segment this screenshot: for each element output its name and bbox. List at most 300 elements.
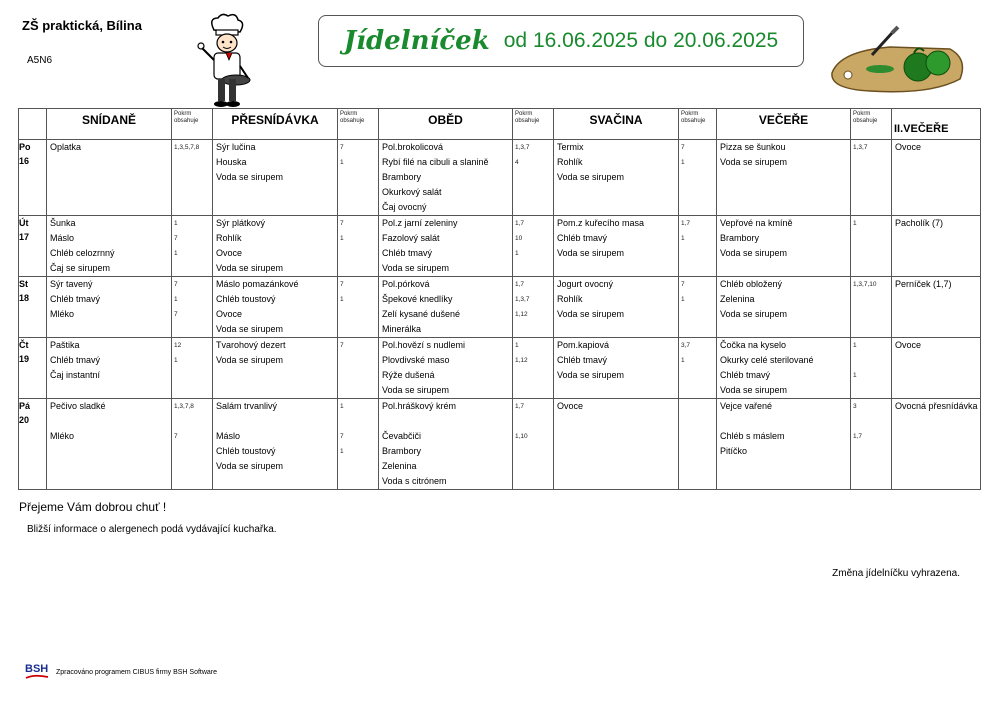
day-row bbox=[19, 399, 981, 490]
allergen-code bbox=[338, 353, 378, 368]
allergen-code bbox=[513, 170, 553, 185]
meal-item: Brambory bbox=[720, 233, 760, 243]
meal-item bbox=[213, 414, 337, 429]
day-label bbox=[19, 140, 47, 216]
meal-item bbox=[717, 170, 850, 185]
svacina-cell bbox=[554, 399, 679, 490]
allergen-code: 3,7 bbox=[681, 342, 691, 349]
meal-item: Rýže dušená bbox=[382, 370, 435, 380]
meal-item: Sýr plátkový bbox=[216, 218, 266, 228]
allergen-code: 1,3,7 bbox=[515, 144, 530, 151]
meal-item: Pečivo sladké bbox=[50, 401, 106, 411]
meal-item: Voda s citrónem bbox=[382, 476, 447, 486]
allergen-code: 7 bbox=[174, 311, 178, 318]
header-row bbox=[19, 109, 981, 140]
allergen-code: 7 bbox=[340, 281, 344, 288]
allergen-code bbox=[679, 307, 716, 322]
meal-item: Pol.brokolicová bbox=[382, 142, 444, 152]
meal-item: Pol.hráškový krém bbox=[382, 401, 457, 411]
allergen-header: Pokrm obsahuje bbox=[851, 109, 892, 140]
day-label bbox=[19, 399, 47, 490]
presnidavka-cell bbox=[213, 338, 338, 399]
presnidavka-allergens bbox=[338, 140, 379, 216]
allergen-code bbox=[513, 383, 553, 398]
allergen-code bbox=[679, 459, 716, 474]
obed-cell bbox=[379, 216, 513, 277]
day-header bbox=[19, 109, 47, 140]
allergen-code: 1,3,5,7,8 bbox=[174, 144, 200, 151]
allergen-code bbox=[338, 414, 378, 429]
meal-item: Voda se sirupem bbox=[720, 248, 788, 258]
presnidavka-cell bbox=[213, 140, 338, 216]
day-row bbox=[19, 140, 981, 216]
svacina-allergens bbox=[679, 140, 717, 216]
meal-item: Voda se sirupem bbox=[720, 309, 788, 319]
allergen-code: 7 bbox=[681, 144, 685, 151]
allergen-code bbox=[851, 307, 891, 322]
day-row bbox=[19, 338, 981, 399]
software-credit: Zpracováno programem CIBUS firmy BSH Software bbox=[56, 668, 218, 676]
obed-allergens bbox=[513, 338, 554, 399]
allergen-code bbox=[172, 185, 212, 200]
presnidavka-cell bbox=[213, 277, 338, 338]
meal-item: Pol.hovězí s nudlemi bbox=[382, 340, 466, 350]
svacina-cell bbox=[554, 338, 679, 399]
chef-icon bbox=[196, 12, 256, 110]
allergen-code bbox=[338, 383, 378, 398]
meal-item: Pacholík (7) bbox=[895, 218, 944, 228]
allergen-code bbox=[338, 322, 378, 337]
svacina-allergens bbox=[679, 399, 717, 490]
meal-item bbox=[47, 322, 171, 337]
vecere-cell bbox=[717, 277, 851, 338]
allergen-code bbox=[851, 246, 891, 261]
col-ii-vecere: II.VEČEŘE bbox=[892, 109, 981, 140]
svacina-cell bbox=[554, 216, 679, 277]
vecere-allergens bbox=[851, 277, 892, 338]
presnidavka-allergens bbox=[338, 399, 379, 490]
day-abbr: Pá bbox=[19, 401, 31, 411]
allergen-code bbox=[513, 459, 553, 474]
svacina-cell bbox=[554, 277, 679, 338]
allergen-code bbox=[172, 155, 212, 170]
presnidavka-cell bbox=[213, 216, 338, 277]
allergen-code: 1 bbox=[681, 159, 685, 166]
allergen-code: 7 bbox=[340, 220, 344, 227]
allergen-code bbox=[172, 459, 212, 474]
meal-item: Mléko bbox=[50, 309, 75, 319]
allergen-code bbox=[679, 322, 716, 337]
snidane-cell bbox=[47, 140, 172, 216]
meal-item: Čočka na kyselo bbox=[720, 340, 787, 350]
day-row bbox=[19, 216, 981, 277]
day-label bbox=[19, 338, 47, 399]
meal-item: Chléb tmavý bbox=[50, 355, 101, 365]
meal-item: Voda se sirupem bbox=[216, 324, 284, 334]
allergen-header: Pokrm obsahuje bbox=[679, 109, 717, 140]
allergen-code: 1 bbox=[681, 235, 685, 242]
vecere-cell bbox=[717, 338, 851, 399]
allergen-code: 1 bbox=[853, 372, 857, 379]
allergen-code: 3 bbox=[853, 403, 857, 410]
meal-item: Ovoce bbox=[216, 248, 243, 258]
meal-item: Voda se sirupem bbox=[720, 157, 788, 167]
allergen-code: 1,7 bbox=[681, 220, 691, 227]
vecere-cell bbox=[717, 140, 851, 216]
allergen-code bbox=[338, 170, 378, 185]
allergen-code: 1 bbox=[340, 159, 344, 166]
svacina-cell bbox=[554, 140, 679, 216]
allergen-code bbox=[338, 261, 378, 276]
col-vecere: VEČEŘE bbox=[717, 109, 851, 140]
meal-item: Ovoce bbox=[895, 340, 922, 350]
col-obed: OBĚD bbox=[379, 109, 513, 140]
meal-item: Zelenina bbox=[720, 294, 755, 304]
day-label bbox=[19, 277, 47, 338]
snidane-allergens bbox=[172, 140, 213, 216]
allergen-code bbox=[851, 292, 891, 307]
allergen-header: Pokrm obsahuje bbox=[172, 109, 213, 140]
meal-item bbox=[554, 200, 678, 215]
meal-item: Pizza se šunkou bbox=[720, 142, 786, 152]
snidane-cell bbox=[47, 399, 172, 490]
allergen-code: 7 bbox=[681, 281, 685, 288]
svacina-allergens bbox=[679, 277, 717, 338]
allergen-code bbox=[679, 246, 716, 261]
meal-item: Voda se sirupem bbox=[216, 263, 284, 273]
allergen-code: 1 bbox=[174, 250, 178, 257]
snidane-cell bbox=[47, 216, 172, 277]
allergen-code bbox=[679, 200, 716, 215]
meal-item: Chléb tmavý bbox=[557, 233, 608, 243]
meal-item: Termix bbox=[557, 142, 584, 152]
allergen-code: 4 bbox=[515, 159, 519, 166]
meal-item: Čaj se sirupem bbox=[50, 263, 111, 273]
obed-cell bbox=[379, 338, 513, 399]
day-label bbox=[19, 216, 47, 277]
allergen-code bbox=[513, 368, 553, 383]
obed-cell bbox=[379, 399, 513, 490]
meal-item bbox=[554, 185, 678, 200]
meal-item: Okurkový salát bbox=[382, 187, 442, 197]
meal-item: Paštika bbox=[50, 340, 80, 350]
meal-item: Brambory bbox=[382, 446, 422, 456]
allergen-code: 1,3,7 bbox=[853, 144, 868, 151]
meal-item: Pom.kapiová bbox=[557, 340, 610, 350]
presnidavka-allergens bbox=[338, 277, 379, 338]
meal-item: Vepřové na kmíně bbox=[720, 218, 793, 228]
col-presnidavka: PŘESNÍDÁVKA bbox=[213, 109, 338, 140]
meal-item: Rybí filé na cibuli a slanině bbox=[382, 157, 489, 167]
allergen-code bbox=[513, 474, 553, 489]
allergen-code bbox=[513, 444, 553, 459]
meal-item: Chléb obložený bbox=[720, 279, 783, 289]
allergen-code bbox=[513, 322, 553, 337]
meal-item: Sýr lučina bbox=[216, 142, 256, 152]
meal-item: Rohlík bbox=[216, 233, 242, 243]
allergen-code: 1,3,7,10 bbox=[853, 281, 877, 288]
allergen-code: 1,12 bbox=[515, 311, 528, 318]
menu-code: A5N6 bbox=[27, 55, 53, 66]
cutting-board-icon bbox=[820, 25, 970, 97]
meal-item bbox=[554, 459, 678, 474]
day-number: 20 bbox=[19, 415, 30, 425]
meal-item: Voda se sirupem bbox=[557, 172, 625, 182]
snidane-cell bbox=[47, 277, 172, 338]
footer-software bbox=[24, 660, 217, 684]
allergen-code bbox=[851, 322, 891, 337]
allergen-code: 1 bbox=[340, 403, 344, 410]
ii-vecere-cell bbox=[892, 399, 981, 490]
meal-item: Čaj instantní bbox=[50, 370, 101, 380]
meal-item bbox=[213, 185, 337, 200]
allergen-code: 1,7 bbox=[853, 433, 863, 440]
meal-item: Voda se sirupem bbox=[216, 172, 284, 182]
allergen-code: 1,7 bbox=[515, 281, 525, 288]
meal-item: Salám trvanlivý bbox=[216, 401, 278, 411]
meal-item: Brambory bbox=[382, 172, 422, 182]
meal-item: Jogurt ovocný bbox=[557, 279, 614, 289]
meal-item: Šunka bbox=[50, 218, 76, 228]
allergen-code bbox=[679, 414, 716, 429]
meal-item: Vejce vařené bbox=[720, 401, 773, 411]
meal-item: Čevabčiči bbox=[382, 431, 422, 441]
menu-body bbox=[19, 140, 981, 490]
day-abbr: Čt bbox=[19, 340, 29, 350]
meal-item: Pom.z kuřecího masa bbox=[557, 218, 645, 228]
allergen-code: 7 bbox=[174, 433, 178, 440]
allergen-code bbox=[679, 261, 716, 276]
vecere-allergens bbox=[851, 140, 892, 216]
meal-item: Minerálka bbox=[382, 324, 422, 334]
wish-text: Přejeme Vám dobrou chuť ! bbox=[19, 500, 167, 514]
school-name: ZŠ praktická, Bílina bbox=[22, 18, 142, 33]
meal-item bbox=[554, 383, 678, 398]
allergen-code bbox=[338, 200, 378, 215]
menu-table bbox=[18, 108, 981, 490]
allergen-code bbox=[851, 383, 891, 398]
obed-cell bbox=[379, 140, 513, 216]
allergen-code bbox=[851, 200, 891, 215]
allergen-code: 1 bbox=[681, 296, 685, 303]
meal-item: Oplatka bbox=[50, 142, 82, 152]
allergen-code bbox=[679, 429, 716, 444]
meal-item: Mléko bbox=[50, 431, 75, 441]
meal-item: Chléb s máslem bbox=[720, 431, 785, 441]
allergen-code: 1 bbox=[174, 357, 178, 364]
allergen-code: 1,12 bbox=[515, 357, 528, 364]
meal-item: Pitíčko bbox=[720, 446, 748, 456]
allergen-code bbox=[172, 444, 212, 459]
day-abbr: Út bbox=[19, 218, 29, 228]
obed-allergens bbox=[513, 399, 554, 490]
meal-item bbox=[554, 261, 678, 276]
meal-item bbox=[717, 261, 850, 276]
meal-item: Voda se sirupem bbox=[557, 309, 625, 319]
allergen-code: 7 bbox=[174, 235, 178, 242]
svg-text:BSH: BSH bbox=[25, 663, 49, 675]
meal-item bbox=[554, 322, 678, 337]
allergen-code: 1,10 bbox=[515, 433, 528, 440]
meal-item: Chléb celozrnný bbox=[50, 248, 115, 258]
allergen-code bbox=[338, 185, 378, 200]
meal-item bbox=[554, 414, 678, 429]
obed-allergens bbox=[513, 216, 554, 277]
obed-cell bbox=[379, 277, 513, 338]
snidane-allergens bbox=[172, 399, 213, 490]
allergen-code bbox=[679, 399, 716, 414]
meal-item: Voda se sirupem bbox=[216, 461, 284, 471]
meal-item bbox=[717, 414, 850, 429]
meal-item bbox=[47, 155, 171, 170]
col-svacina: SVAČINA bbox=[554, 109, 679, 140]
ii-vecere-cell bbox=[892, 140, 981, 216]
allergen-code: 7 bbox=[340, 433, 344, 440]
meal-item: Pol.pórková bbox=[382, 279, 430, 289]
snidane-cell bbox=[47, 338, 172, 399]
title-box bbox=[318, 15, 804, 67]
meal-item: Máslo pomazánkové bbox=[216, 279, 299, 289]
bsh-logo-icon bbox=[24, 660, 50, 684]
allergen-code: 1 bbox=[515, 342, 519, 349]
snidane-allergens bbox=[172, 216, 213, 277]
allergen-code bbox=[172, 170, 212, 185]
allergen-code bbox=[679, 444, 716, 459]
day-number: 16 bbox=[19, 156, 30, 166]
allergen-header: Pokrm obsahuje bbox=[338, 109, 379, 140]
meal-item bbox=[717, 200, 850, 215]
allergen-code bbox=[679, 368, 716, 383]
meal-item: Voda se sirupem bbox=[557, 248, 625, 258]
allergen-code bbox=[338, 246, 378, 261]
vecere-allergens bbox=[851, 399, 892, 490]
allergen-code bbox=[172, 261, 212, 276]
meal-item: Voda se sirupem bbox=[720, 385, 788, 395]
meal-item: Chléb toustový bbox=[216, 446, 276, 456]
meal-item bbox=[717, 322, 850, 337]
allergen-code bbox=[679, 383, 716, 398]
meal-item: Zelí kysané dušené bbox=[382, 309, 461, 319]
meal-item: Voda se sirupem bbox=[382, 385, 450, 395]
allergen-code: 1 bbox=[340, 448, 344, 455]
meal-item bbox=[717, 185, 850, 200]
meal-item: Voda se sirupem bbox=[216, 355, 284, 365]
meal-item: Plovdivské maso bbox=[382, 355, 450, 365]
allergen-code bbox=[513, 185, 553, 200]
ii-vecere-cell bbox=[892, 216, 981, 277]
meal-item: Fazolový salát bbox=[382, 233, 440, 243]
allergen-code: 1,3,7 bbox=[515, 296, 530, 303]
col-snidane: SNÍDANĚ bbox=[47, 109, 172, 140]
meal-item: Chléb tmavý bbox=[382, 248, 433, 258]
meal-item: Pol.z jarní zeleniny bbox=[382, 218, 458, 228]
meal-item: Máslo bbox=[216, 431, 241, 441]
allergen-code bbox=[172, 368, 212, 383]
meal-item bbox=[47, 185, 171, 200]
meal-item: Čaj ovocný bbox=[382, 202, 427, 212]
allergen-code bbox=[338, 368, 378, 383]
meal-item bbox=[47, 170, 171, 185]
meal-item bbox=[717, 459, 850, 474]
allergen-code: 1 bbox=[340, 235, 344, 242]
allergen-code: 1 bbox=[853, 342, 857, 349]
day-number: 19 bbox=[19, 354, 30, 364]
meal-item: Voda se sirupem bbox=[382, 263, 450, 273]
ii-vecere-cell bbox=[892, 277, 981, 338]
meal-item: Chléb tmavý bbox=[557, 355, 608, 365]
allergen-code bbox=[851, 261, 891, 276]
allergen-code bbox=[679, 170, 716, 185]
meal-item: Špekové knedlíky bbox=[382, 294, 453, 304]
allergen-code bbox=[172, 322, 212, 337]
allergen-code: 1 bbox=[174, 220, 178, 227]
allergen-code bbox=[172, 383, 212, 398]
allergen-code bbox=[851, 170, 891, 185]
meal-item bbox=[213, 383, 337, 398]
allergen-code bbox=[172, 414, 212, 429]
meal-item bbox=[47, 414, 171, 429]
day-number: 17 bbox=[19, 232, 30, 242]
meal-item: Máslo bbox=[50, 233, 75, 243]
day-abbr: Po bbox=[19, 142, 31, 152]
meal-item: Chléb tmavý bbox=[50, 294, 101, 304]
allergen-code: 7 bbox=[340, 342, 344, 349]
meal-item: Sýr tavený bbox=[50, 279, 93, 289]
allergen-code: 1 bbox=[681, 357, 685, 364]
meal-item: Ovoce bbox=[216, 309, 243, 319]
vecere-allergens bbox=[851, 216, 892, 277]
allergen-code bbox=[851, 185, 891, 200]
meal-item bbox=[554, 429, 678, 444]
meal-item: Chléb tmavý bbox=[720, 370, 771, 380]
allergen-code: 1,7 bbox=[515, 220, 525, 227]
meal-item: Rohlík bbox=[557, 294, 583, 304]
meal-item: Okurky celé sterilované bbox=[720, 355, 814, 365]
ii-vecere-cell bbox=[892, 338, 981, 399]
allergen-info: Bližší informace o alergenech podá vydávající kuchařka. bbox=[27, 524, 277, 535]
allergen-code bbox=[851, 414, 891, 429]
meal-item: Zelenina bbox=[382, 461, 417, 471]
allergen-code bbox=[338, 459, 378, 474]
allergen-code bbox=[679, 185, 716, 200]
vecere-cell bbox=[717, 216, 851, 277]
meal-item bbox=[213, 200, 337, 215]
allergen-code: 1 bbox=[853, 220, 857, 227]
allergen-code bbox=[338, 307, 378, 322]
allergen-code: 1 bbox=[340, 296, 344, 303]
menu-title: Jídelníček bbox=[343, 26, 490, 56]
meal-item: Chléb toustový bbox=[216, 294, 276, 304]
svacina-allergens bbox=[679, 338, 717, 399]
meal-item bbox=[47, 444, 171, 459]
vecere-allergens bbox=[851, 338, 892, 399]
change-note: Změna jídelníčku vyhrazena. bbox=[832, 568, 960, 579]
allergen-code: 1 bbox=[515, 250, 519, 257]
allergen-code bbox=[513, 414, 553, 429]
meal-item bbox=[47, 459, 171, 474]
meal-item: Rohlík bbox=[557, 157, 583, 167]
allergen-code: 7 bbox=[174, 281, 178, 288]
presnidavka-allergens bbox=[338, 216, 379, 277]
presnidavka-allergens bbox=[338, 338, 379, 399]
allergen-code bbox=[851, 353, 891, 368]
allergen-code bbox=[513, 261, 553, 276]
obed-allergens bbox=[513, 277, 554, 338]
snidane-allergens bbox=[172, 338, 213, 399]
meal-item: Tvarohový dezert bbox=[216, 340, 286, 350]
meal-item: Houska bbox=[216, 157, 247, 167]
allergen-code bbox=[851, 444, 891, 459]
